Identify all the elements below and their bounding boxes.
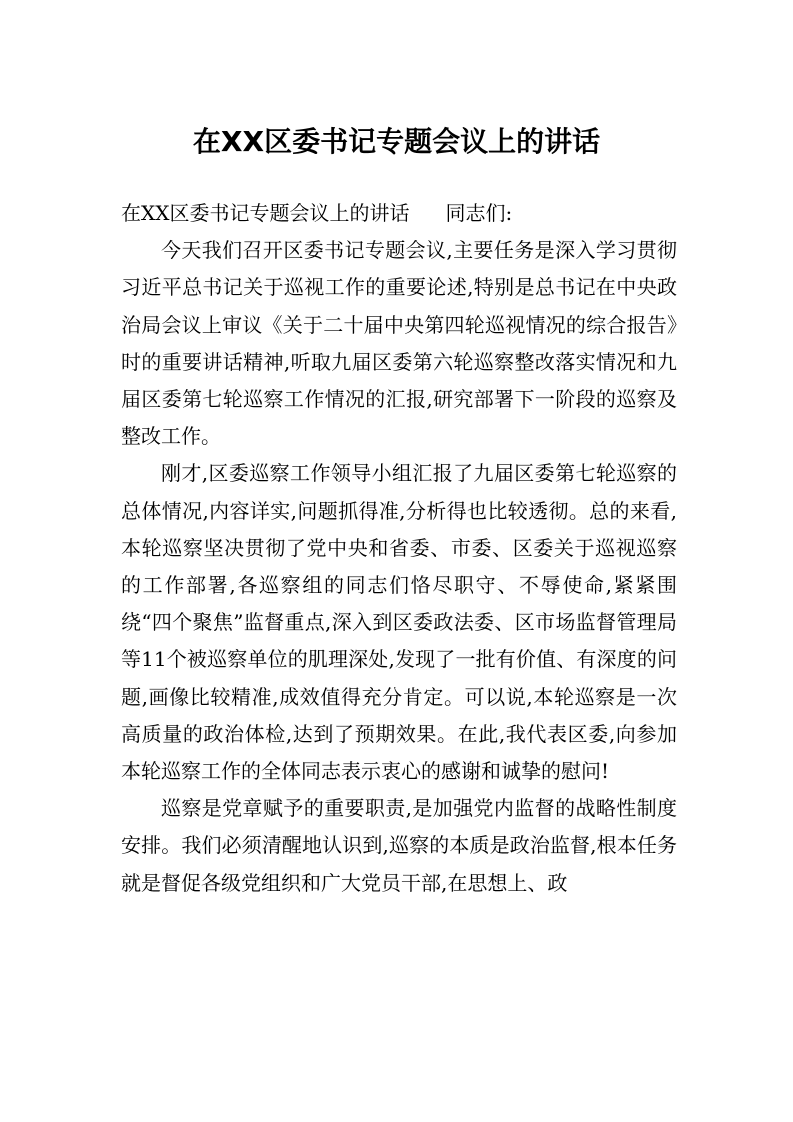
document-body — [121, 195, 677, 902]
document-title: 在XX区委书记专题会议上的讲话 — [192, 125, 601, 158]
greeting: 同志们: — [445, 201, 513, 225]
paragraph-2: 刚才,区委巡察工作领导小组汇报了九届区委第七轮巡察的总体情况,内容详实,问题抓得准,分析得也比较透彻。总的来看,本轮巡察坚决贯彻了党中央和省委、市委、区委关于巡视巡察的工作部署,各巡察组的同志们恪尽职守、不辱使命,紧紧围绕“四个聚焦”监督重点,深入到区委政法委、区市场监督管理局等11个被巡察单位的肌理深处,发现了一批有价值、有深度的问题,画像比较精准,成效值得充分肯定。可以说,本轮巡察是一次高质量的政治体检,达到了预期效果。在此,我代表区委,向参加本轮巡察工作的全体同志表示衷心的感谢和诚挚的慰问! — [121, 461, 677, 784]
paragraph-3: 巡察是党章赋予的重要职责,是加强党内监督的战略性制度安排。我们必须清醒地认识到,巡察的本质是政治监督,根本任务就是督促各级党组织和广大党员干部,在思想上、政 — [121, 796, 677, 895]
intro-title: 在XX区委书记专题会议上的讲话 — [121, 201, 410, 225]
paragraph-1: 今天我们召开区委书记专题会议,主要任务是深入学习贯彻习近平总书记关于巡视工作的重要论述,特别是总书记在中央政治局会议上审议《关于二十届中央第四轮巡视情况的综合报告》时的重要讲话精神,听取九届区委第六轮巡察整改落实情况和九届区委第七轮巡察工作情况的汇报,研究部署下一阶段的巡察及整改工作。 — [121, 238, 677, 449]
intro-line — [121, 195, 677, 232]
